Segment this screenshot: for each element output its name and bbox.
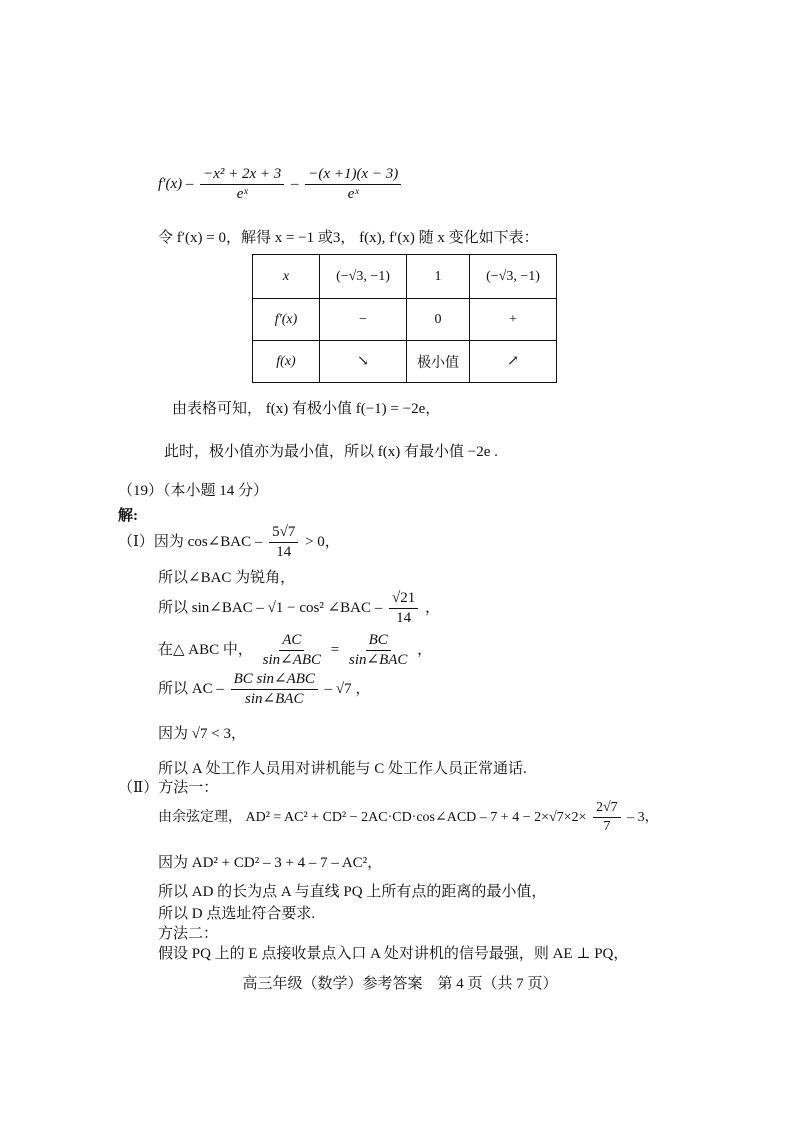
part1-conclusion: 所以 A 处工作人员用对讲机能与 C 处工作人员正常通话. <box>158 761 527 777</box>
fprime-frac1-num: −x² + 2x + 3 <box>200 166 284 185</box>
part1-sin-fraction <box>389 590 418 628</box>
conclusion-min-value: 此时，极小值亦为最小值，所以 f(x) 有最小值 −2e . <box>164 444 498 460</box>
solve-line: 令 f′(x) = 0，解得 x = −1 或3， f(x), f′(x) 随 x 变化如下表： <box>158 230 539 246</box>
fprime-mid: – <box>291 176 299 193</box>
part1-triangle-lead: 在△ ABC 中， <box>158 642 253 659</box>
part1-ac-den: sin∠BAC <box>245 691 304 708</box>
part2-cosine-line <box>158 800 659 835</box>
fprime-lhs: f′(x) – <box>158 176 194 193</box>
variation-table <box>252 254 557 383</box>
part1-tri-num2: BC <box>366 632 391 651</box>
part1-sin-num: √21 <box>389 590 418 609</box>
table-cell: − <box>320 299 407 341</box>
table-row <box>253 341 557 383</box>
table-cell: ↗ <box>470 341 557 383</box>
table-cell: f(x) <box>253 341 320 383</box>
part2-because: 因为 AD² + CD² – 3 + 4 – 7 – AC²， <box>158 855 383 871</box>
part1-ac-tail: – √7 ， <box>324 681 371 698</box>
part1-acute: 所以∠BAC 为锐角， <box>158 570 296 586</box>
part1-triangle-fraction-2 <box>346 632 410 670</box>
part1-tri-eq: = <box>330 642 340 659</box>
page-footer: 高三年级（数学）参考答案 第 4 页（共 7 页） <box>242 976 558 992</box>
table-row <box>253 255 557 299</box>
part1-ac-fraction <box>231 671 318 709</box>
part1-less-than-3: 因为 √7 < 3， <box>158 726 246 742</box>
part1-tri-den2: sin∠BAC <box>349 652 408 669</box>
part1-tri-tail: ， <box>417 642 433 659</box>
solution-label: 解: <box>118 508 138 524</box>
part1-cos-lead: （Ⅰ）因为 cos∠BAC – <box>118 534 263 551</box>
table-cell: (−√3, −1) <box>320 255 407 299</box>
part2-header: （Ⅱ）方法一： <box>118 780 219 796</box>
part2-cosine-fraction <box>593 800 621 835</box>
part1-triangle-line <box>158 632 432 670</box>
table-cell: 1 <box>407 255 470 299</box>
part1-triangle-fraction-1 <box>260 632 324 670</box>
question-19-header: （19）（本小题 14 分） <box>118 483 269 499</box>
part2-shortest: 所以 AD 的长为点 A 与直线 PQ 上所有点的距离的最小值， <box>158 884 547 900</box>
fprime-frac2-den: eˣ <box>347 186 359 203</box>
fprime-fraction-1 <box>200 166 284 204</box>
table-cell: f′(x) <box>253 299 320 341</box>
part1-cos-line <box>118 524 340 562</box>
table-cell: 极小值 <box>407 341 470 383</box>
table-cell: (−√3, −1) <box>470 255 557 299</box>
part1-ac-lead: 所以 AC – <box>158 681 224 698</box>
table-cell: ↘ <box>320 341 407 383</box>
fprime-fraction-2 <box>305 166 401 204</box>
part1-cos-fraction <box>269 524 298 562</box>
table-row <box>253 299 557 341</box>
part2-meets: 所以 D 点选址符合要求. <box>158 906 316 922</box>
part1-ac-line <box>158 671 370 709</box>
part2-method2: 方法二： <box>158 926 219 942</box>
table-cell: x <box>253 255 320 299</box>
fprime-frac1-den: eˣ <box>236 186 248 203</box>
part2-assume: 假设 PQ 上的 E 点接收景点入口 A 处对讲机的信号最强，则 AE ⊥ PQ， <box>158 946 629 962</box>
fprime-frac2-num: −(x +1)(x − 3) <box>305 166 401 185</box>
part1-tri-den1: sin∠ABC <box>262 652 322 669</box>
part1-sin-den: 14 <box>396 610 412 627</box>
part1-cos-tail: > 0， <box>305 534 340 551</box>
conclusion-min: 由表格可知， f(x) 有极小值 f(−1) = −2e， <box>172 401 441 417</box>
table-cell: + <box>470 299 557 341</box>
part1-tri-num1: AC <box>279 632 304 651</box>
part1-sin-tail: ， <box>425 600 441 617</box>
part1-sin-lead: 所以 sin∠BAC – √1 − cos² ∠BAC – <box>158 600 383 617</box>
part1-cos-den: 14 <box>276 544 292 561</box>
part2-cos-den: 7 <box>603 819 611 835</box>
part1-sin-line <box>158 590 440 628</box>
fprime-line <box>158 166 404 204</box>
part2-cos-num: 2√7 <box>593 800 621 818</box>
part1-cos-num: 5√7 <box>269 524 298 543</box>
part1-ac-num: BC sin∠ABC <box>231 671 318 690</box>
table-cell: 0 <box>407 299 470 341</box>
part2-cos-tail: – 3， <box>627 809 659 825</box>
part2-cosine-lead: 由余弦定理， AD² = AC² + CD² − 2AC·CD·cos∠ACD – 7 + 4 − 2×√7×2× <box>158 809 587 825</box>
